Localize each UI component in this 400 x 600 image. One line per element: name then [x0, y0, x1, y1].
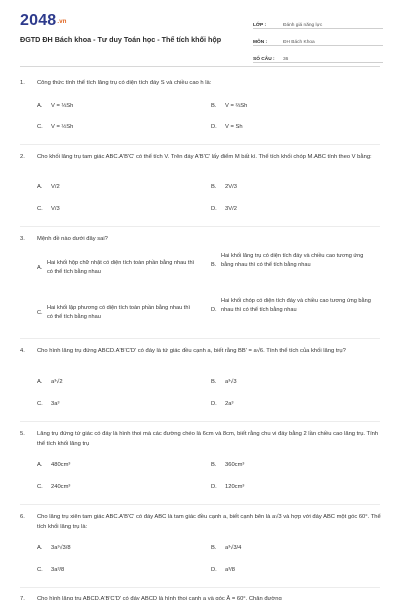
meta-value: 36 — [283, 57, 289, 62]
option-text: 120cm³ — [225, 484, 245, 490]
option-b[interactable] — [211, 252, 381, 282]
question-stem: Cho hình lăng trụ ABCD.A'B'C'D' có đáy ABCD là hình thoi cạnh a và góc Â = 60°. Chân đường — [37, 596, 282, 600]
option-letter: D. — [211, 484, 217, 490]
option-text: 3a³ — [51, 401, 60, 407]
option-letter: A. — [37, 184, 43, 190]
question-divider — [20, 226, 380, 227]
option-text: 3a³/8 — [51, 567, 65, 573]
document-title: ĐGTD ĐH Bách khoa - Tư duy Toán học - Thể tích khối hộp — [20, 35, 222, 44]
question-number: 1. — [20, 80, 25, 86]
option-d[interactable] — [211, 206, 237, 212]
option-text: V = ⅔Sh — [225, 103, 248, 109]
question-6 — [20, 512, 382, 532]
question-3 — [20, 234, 382, 244]
option-c[interactable] — [37, 206, 60, 212]
option-letter: C. — [37, 484, 43, 490]
question-4 — [20, 346, 382, 356]
meta-key: MÔN : — [253, 40, 268, 45]
question-divider — [20, 504, 380, 505]
question-number: 3. — [20, 236, 25, 242]
option-text: 2a³ — [225, 401, 234, 407]
option-letter: C. — [37, 310, 43, 316]
meta-key: LỚP : — [253, 23, 267, 28]
option-b[interactable] — [211, 184, 237, 190]
question-7 — [20, 594, 382, 600]
option-a[interactable] — [37, 379, 63, 385]
header — [0, 0, 400, 66]
meta-row-class — [253, 14, 383, 29]
question-stem: Cho hình lăng trụ đứng ABCD.A'B'C'D' có đáy là tứ giác đều cạnh a, biết rằng BB' = a√6. Tính thể tích của khối lăng trụ? — [37, 348, 346, 354]
question-text — [20, 78, 382, 88]
option-b[interactable] — [211, 103, 247, 109]
question-text — [20, 429, 382, 449]
question-stem: Công thức tính thể tích lăng trụ có diện tích đáy S và chiều cao h là: — [37, 80, 212, 86]
option-letter: B. — [211, 462, 217, 468]
option-d[interactable] — [211, 401, 233, 407]
option-letter: B. — [211, 103, 217, 109]
question-text — [20, 512, 382, 532]
option-letter: B. — [211, 184, 217, 190]
option-a[interactable] — [37, 184, 60, 190]
option-c[interactable] — [37, 124, 73, 130]
question-stem: Cho lăng trụ xiên tam giác ABC.A'B'C' có đáy ABC là tam giác đều cạnh a, biết cạnh bên là a√3 và hợp với đáy ABC một góc 60°. Thể tích khối lăng trụ là: — [37, 514, 381, 530]
option-text: V = ½Sh — [51, 124, 74, 130]
option-c[interactable] — [37, 304, 202, 326]
question-number: 7. — [20, 596, 25, 600]
meta-row-count — [253, 48, 383, 63]
option-text: a³√2 — [51, 379, 63, 385]
option-text: Hai khối lập phương có diện tích toàn phần bằng nhau thì có thể tích bằng nhau — [47, 305, 191, 320]
option-letter: C. — [37, 206, 43, 212]
question-number: 6. — [20, 514, 25, 520]
option-text: Hai khối chóp có diện tích đáy và chiều cao tương ứng bằng nhau thì có thể tích bằng nhau — [221, 298, 371, 313]
question-2 — [20, 152, 382, 162]
question-number: 5. — [20, 431, 25, 437]
option-c[interactable] — [37, 567, 64, 573]
meta-table — [253, 14, 383, 65]
header-divider — [20, 66, 380, 67]
option-text: Hai khối lăng trụ có diện tích đáy và chiều cao tương ứng bằng nhau thì có thể tích bằng nhau — [221, 253, 364, 268]
option-d[interactable] — [211, 484, 244, 490]
option-a[interactable] — [37, 545, 71, 551]
option-text: 360cm³ — [225, 462, 245, 468]
option-letter: A. — [37, 265, 43, 271]
brand-suffix: .vn — [57, 19, 67, 25]
option-letter: C. — [37, 567, 43, 573]
meta-key: SỐ CÂU : — [253, 57, 275, 62]
question-divider — [20, 338, 380, 339]
question-text — [20, 152, 382, 162]
option-letter: A. — [37, 103, 43, 109]
option-letter: D. — [211, 307, 217, 313]
option-letter: D. — [211, 567, 217, 573]
question-stem: Lăng trụ đứng tứ giác có đáy là hình thoi mà các đường chéo là 6cm và 8cm, biết rằng chu vi đáy bằng 2 lần chiều cao lăng trụ. Tính thể tích khối lăng trụ — [37, 431, 379, 447]
option-text: Hai khối hộp chữ nhật có diện tích toàn phần bằng nhau thì có thể tích bằng nhau — [47, 260, 195, 275]
option-text: a³√3 — [225, 379, 237, 385]
meta-value: ĐH Bách Khoa — [283, 40, 315, 45]
option-d[interactable] — [211, 297, 381, 327]
option-text: 480cm³ — [51, 462, 71, 468]
option-text: V = Sh — [225, 124, 243, 130]
option-text: 3a³√3/8 — [51, 545, 71, 551]
option-d[interactable] — [211, 124, 243, 130]
option-text: 240cm³ — [51, 484, 71, 490]
option-letter: D. — [211, 206, 217, 212]
question-text — [20, 234, 382, 244]
option-c[interactable] — [37, 401, 59, 407]
question-divider — [20, 421, 380, 422]
option-letter: C. — [37, 401, 43, 407]
option-b[interactable] — [211, 462, 244, 468]
option-text: V/2 — [51, 184, 60, 190]
option-letter: B. — [211, 545, 217, 551]
option-letter: C. — [37, 124, 43, 130]
option-letter: A. — [37, 545, 43, 551]
option-a[interactable] — [37, 259, 202, 281]
option-a[interactable] — [37, 462, 70, 468]
question-text — [20, 594, 382, 600]
option-c[interactable] — [37, 484, 70, 490]
brand-logo[interactable] — [20, 12, 67, 30]
option-letter: D. — [211, 124, 217, 130]
option-text: V/3 — [51, 206, 60, 212]
option-letter: A. — [37, 379, 43, 385]
question-1 — [20, 78, 382, 88]
option-b[interactable] — [211, 545, 241, 551]
option-text: 2V/3 — [225, 184, 237, 190]
option-a[interactable] — [37, 103, 73, 109]
question-number: 4. — [20, 348, 25, 354]
meta-row-subject — [253, 31, 383, 46]
meta-value: Đánh giá năng lực — [283, 23, 323, 28]
question-stem: Cho khối lăng trụ tam giác ABC.A'B'C' có thể tích V. Trên đáy A'B'C' lấy điểm M bất kì. Thể tích khối chóp M.ABC tính theo V bằng: — [37, 154, 372, 160]
option-text: a³√3/4 — [225, 545, 242, 551]
option-letter: A. — [37, 462, 43, 468]
question-text — [20, 346, 382, 356]
question-divider — [20, 587, 380, 588]
question-number: 2. — [20, 154, 25, 160]
option-letter: D. — [211, 401, 217, 407]
option-b[interactable] — [211, 379, 237, 385]
brand-name: 2048 — [20, 12, 57, 29]
question-stem: Mệnh đề nào dưới đây sai? — [37, 236, 108, 242]
question-5 — [20, 429, 382, 449]
option-d[interactable] — [211, 567, 235, 573]
option-text: a³/8 — [225, 567, 235, 573]
question-divider — [20, 144, 380, 145]
option-text: V = ⅓Sh — [51, 103, 74, 109]
option-letter: B. — [211, 262, 217, 268]
option-text: 3V/2 — [225, 206, 237, 212]
option-letter: B. — [211, 379, 217, 385]
